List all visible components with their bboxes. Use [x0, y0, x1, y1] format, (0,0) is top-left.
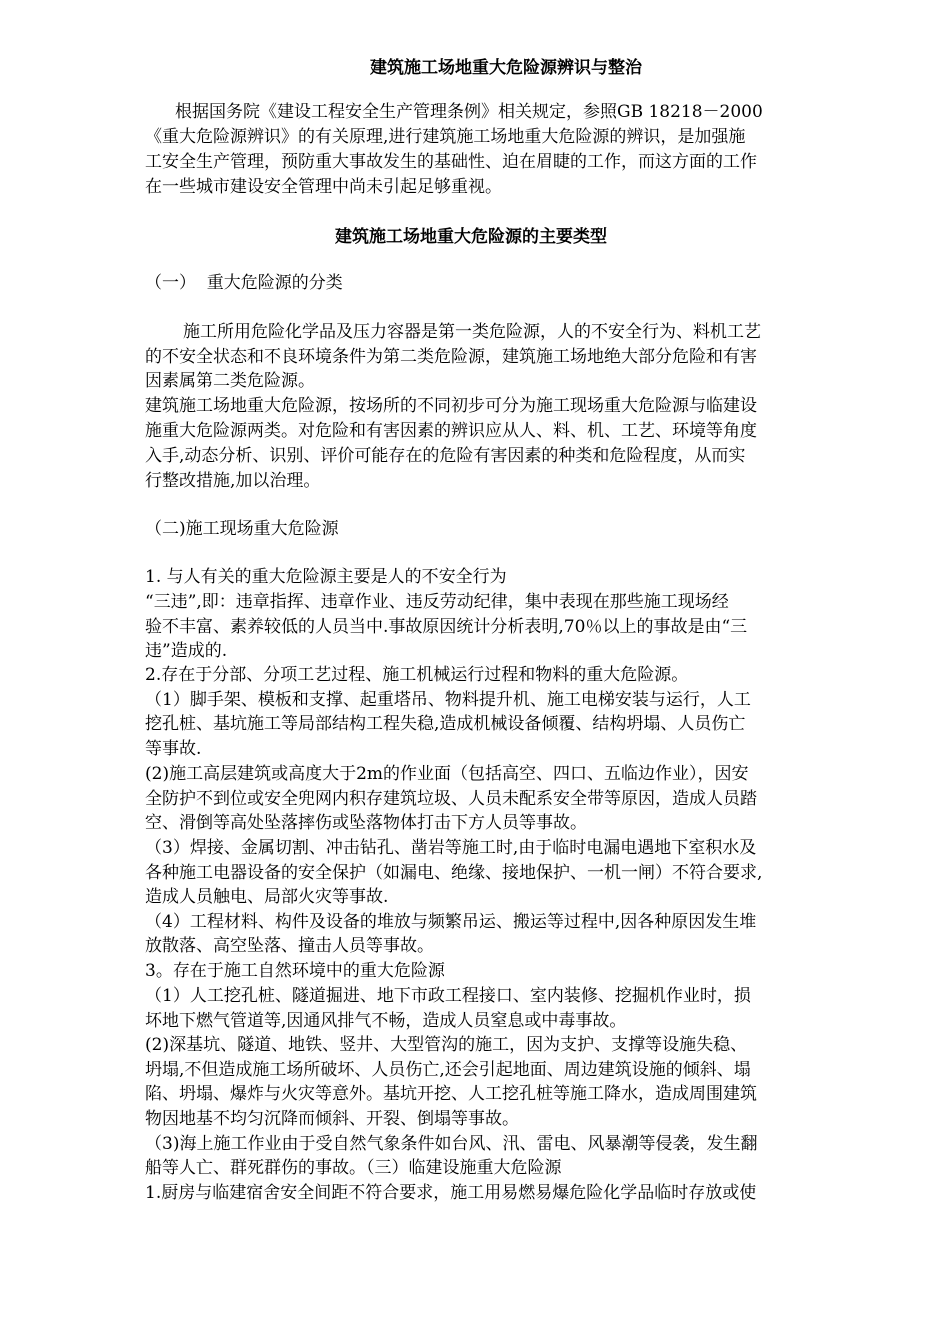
- intro-line: 在一些城市建设安全管理中尚未引起足够重视。: [145, 177, 502, 197]
- document-title: 建筑施工场地重大危险源辨识与整治: [370, 58, 642, 78]
- intro-line: 工安全生产管理，预防重大事故发生的基础性、迫在眉睫的工作，而这方面的工作: [145, 152, 757, 172]
- part2-heading: （二)施工现场重大危险源: [145, 519, 339, 539]
- part2-line: 物因地基不均匀沉降而倾斜、开裂、倒塌等事故。: [145, 1109, 519, 1129]
- part1-line: 行整改措施,加以治理。: [145, 471, 321, 491]
- part2-line: （1）脚手架、模板和支撑、起重塔吊、物料提升机、施工电梯安装与运行，人工: [145, 690, 751, 710]
- part2-line: 挖孔桩、基坑施工等局部结构工程失稳,造成机械设备倾覆、结构坍塌、人员伤亡: [145, 714, 746, 734]
- part2-line: 坏地下燃气管道等,因通风排气不畅，造成人员窒息或中毒事故。: [145, 1011, 627, 1031]
- part2-line: 船等人亡、群死群伤的事故。（三）临建设施重大危险源: [145, 1158, 562, 1178]
- part2-line: （1）人工挖孔桩、隧道掘进、地下市政工程接口、室内装修、挖掘机作业时，损: [145, 986, 751, 1006]
- part2-line: 3。存在于施工自然环境中的重大危险源: [145, 961, 445, 981]
- part2-line: 1. 与人有关的重大危险源主要是人的不安全行为: [145, 567, 507, 587]
- part2-line: 全防护不到位或安全兜网内积存建筑垃圾、人员未配系安全带等原因，造成人员踏: [145, 789, 757, 809]
- part2-line: 1.厨房与临建宿舍安全间距不符合要求，施工用易燃易爆危险化学品临时存放或使: [145, 1183, 757, 1203]
- part1-line: 建筑施工场地重大危险源，按场所的不同初步可分为施工现场重大危险源与临建设: [145, 396, 757, 416]
- part1-line: 施重大危险源两类。对危险和有害因素的辨识应从人、料、机、工艺、环境等角度: [145, 421, 757, 441]
- part1-line: 因素属第二类危险源。: [145, 371, 315, 391]
- part2-line: 2.存在于分部、分项工艺过程、施工机械运行过程和物料的重大危险源。: [145, 665, 689, 685]
- part2-line: “三违”,即：违章指挥、违章作业、违反劳动纪律，集中表现在那些施工现场经: [145, 592, 729, 612]
- part1-heading: （一） 重大危险源的分类: [145, 273, 343, 293]
- part2-line: 验不丰富、素养较低的人员当中.事故原因统计分析表明,70％以上的事故是由“三: [145, 617, 748, 637]
- part2-line: 等事故.: [145, 739, 202, 759]
- part2-line: （3）焊接、金属切割、冲击钻孔、凿岩等施工时,由于临时电漏电遇地下室积水及: [145, 838, 757, 858]
- part2-line: （4）工程材料、构件及设备的堆放与频繁吊运、搬运等过程中,因各种原因发生堆: [145, 912, 757, 932]
- part2-line: (2)深基坑、隧道、地铁、竖井、大型管沟的施工，因为支护、支撑等设施失稳、: [145, 1035, 748, 1055]
- part2-line: 各种施工电器设备的安全保护（如漏电、绝缘、接地保护、一机一闸）不符合要求,: [145, 863, 763, 883]
- intro-line: 《重大危险源辨识》的有关原理,进行建筑施工场地重大危险源的辨识，是加强施: [145, 127, 746, 147]
- part2-line: 空、滑倒等高处坠落摔伤或坠落物体打击下方人员等事故。: [145, 813, 587, 833]
- intro-line: 根据国务院《建设工程安全生产管理条例》相关规定，参照GB 18218－2000: [175, 102, 763, 122]
- part1-line: 入手,动态分析、识别、评价可能存在的危险有害因素的种类和危险程度，从而实: [145, 446, 746, 466]
- section-title: 建筑施工场地重大危险源的主要类型: [335, 227, 607, 247]
- part1-line: 的不安全状态和不良环境条件为第二类危险源，建筑施工场地绝大部分危险和有害: [145, 347, 757, 367]
- part2-line: 放散落、高空坠落、撞击人员等事故。: [145, 936, 434, 956]
- part2-line: (2)施工高层建筑或高度大于2m的作业面（包括高空、四口、五临边作业），因安: [145, 764, 749, 784]
- part2-line: 违”造成的.: [145, 641, 228, 661]
- part2-line: 陷、坍塌、爆炸与火灾等意外。基坑开挖、人工挖孔桩等施工降水，造成周围建筑: [145, 1084, 757, 1104]
- part1-line: 施工所用危险化学品及压力容器是第一类危险源，人的不安全行为、料机工艺: [183, 322, 761, 342]
- part2-line: （3)海上施工作业由于受自然气象条件如台风、汛、雷电、风暴潮等侵袭，发生翻: [145, 1134, 758, 1154]
- part2-line: 坍塌,不但造成施工场所破坏、人员伤亡,还会引起地面、周边建筑设施的倾斜、塌: [145, 1060, 751, 1080]
- part2-line: 造成人员触电、局部火灾等事故.: [145, 887, 389, 907]
